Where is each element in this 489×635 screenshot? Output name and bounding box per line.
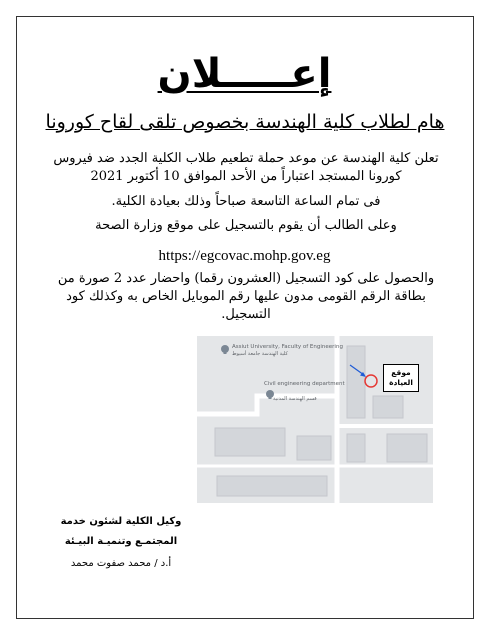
signature-title-line-1: وكيل الكلية لشئون خدمة xyxy=(60,516,182,527)
signature-title-line-2: المجتمـع وتنميـة البيـئة xyxy=(64,536,178,547)
map-building xyxy=(387,434,427,462)
signature-name: أ.د / محمد صفوت محمد xyxy=(70,558,172,569)
clinic-location-map xyxy=(197,336,433,503)
map-building xyxy=(217,476,327,496)
callout-line-2: العيادة xyxy=(389,378,413,387)
announcement-subtitle: هام لطلاب كلية الهندسة بخصوص تلقى لقاح كورونا xyxy=(45,111,445,133)
callout-line-1: موقع xyxy=(391,368,411,377)
map-label-civil-en: Civil engineering department xyxy=(264,381,345,387)
map-building xyxy=(215,428,285,456)
map-label-civil-ar: قسم الهندسة المدنية xyxy=(273,396,317,402)
announcement-title: إعـــــلان xyxy=(157,51,332,97)
paragraph-register-instruction: وعلى الطالب أن يقوم بالتسجيل على موقع وزارة الصحة xyxy=(95,218,397,233)
map-building xyxy=(297,436,331,460)
paragraph-campaign-date: تعلن كلية الهندسة عن موعد حملة تطعيم طلاب الكلية الجدد ضد فيروس كورونا المستجد اعتباراً من الأحد الموافق 10 أكتوبر 2021 xyxy=(53,151,439,184)
clinic-location-callout xyxy=(383,364,419,392)
map-label-faculty-en: Assiut University, Faculty of Engineering xyxy=(232,344,343,350)
map-graphic xyxy=(197,336,433,503)
paragraph-time-location: فى تمام الساعة التاسعة صباحاً وذلك بعيادة الكلية. xyxy=(111,194,381,209)
map-building xyxy=(373,396,403,418)
paragraph-requirements: والحصول على كود التسجيل (العشرون رقما) واحضار عدد 2 صورة من بطاقة الرقم القومى مدون عليها رقم الموبايل الخاص به وكذلك كود التسجيل. xyxy=(57,271,435,322)
faculty-pin-icon xyxy=(221,345,229,354)
map-building xyxy=(347,434,365,462)
map-building xyxy=(347,346,365,418)
registration-url[interactable]: https://egcovac.mohp.gov.eg xyxy=(158,248,331,264)
map-label-faculty-ar: كلية الهندسة جامعة أسيوط xyxy=(232,351,288,357)
clinic-marker-icon xyxy=(365,375,377,387)
